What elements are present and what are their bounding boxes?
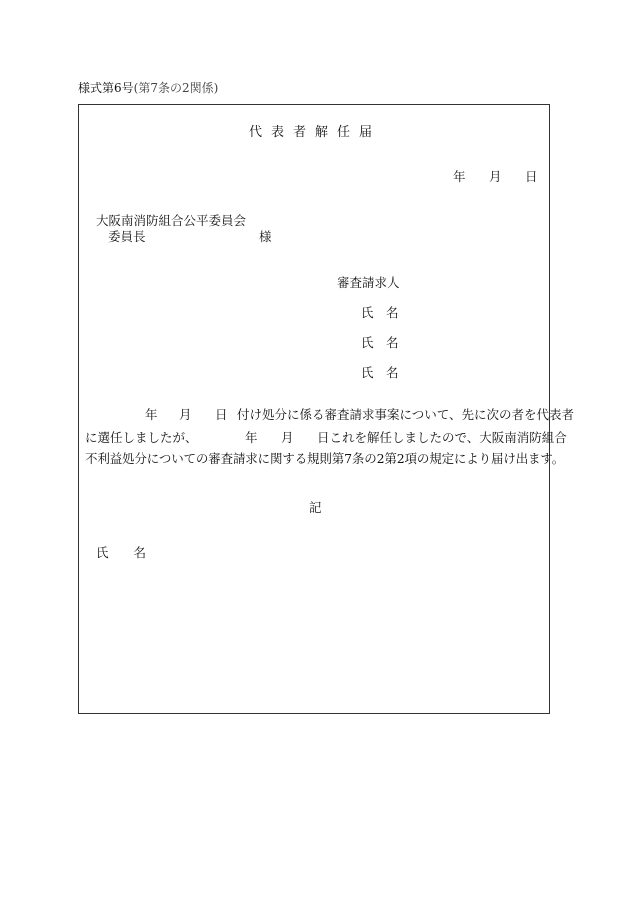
body-line2-month: 月 xyxy=(281,430,294,445)
body-line3: 不利益処分についての審査請求に関する規則第7条の2第2項の規定により届け出ます。 xyxy=(85,451,565,466)
form-number xyxy=(78,79,218,96)
requester-label: 審査請求人 xyxy=(337,275,400,290)
date-year-label: 年 xyxy=(453,169,466,184)
date-month-label: 月 xyxy=(489,169,502,184)
requester-name-3: 氏 名 xyxy=(361,365,399,380)
addressee-position: 委員長 xyxy=(108,229,146,244)
note-heading: 記 xyxy=(309,500,322,515)
body-line1-month: 月 xyxy=(179,407,192,422)
document-title: 代表者解任届 xyxy=(248,125,381,140)
body-line1-text: 付け処分に係る審査請求事案について、先に次の者を代表者 xyxy=(237,407,575,422)
body-line2-start: に選任しましたが、 xyxy=(85,430,198,445)
body-line1-year: 年 xyxy=(145,407,158,422)
body-line2-day-text: 日これを解任しましたので、大阪南消防組合 xyxy=(317,430,567,445)
document-frame xyxy=(78,104,575,714)
requester-name-1: 氏 名 xyxy=(361,305,399,320)
form-reference: (第7条の2関係) xyxy=(133,81,219,95)
representative-name-label: 氏 名 xyxy=(96,545,147,560)
date-day-label: 日 xyxy=(525,169,538,184)
addressee-honorific: 様 xyxy=(259,229,272,244)
form-number-text: 様式第6号 xyxy=(78,81,134,95)
addressee-organization: 大阪南消防組合公平委員会 xyxy=(96,213,247,228)
requester-name-2: 氏 名 xyxy=(361,335,399,350)
body-line2-year: 年 xyxy=(245,430,258,445)
body-line1-day: 日 xyxy=(215,407,228,422)
